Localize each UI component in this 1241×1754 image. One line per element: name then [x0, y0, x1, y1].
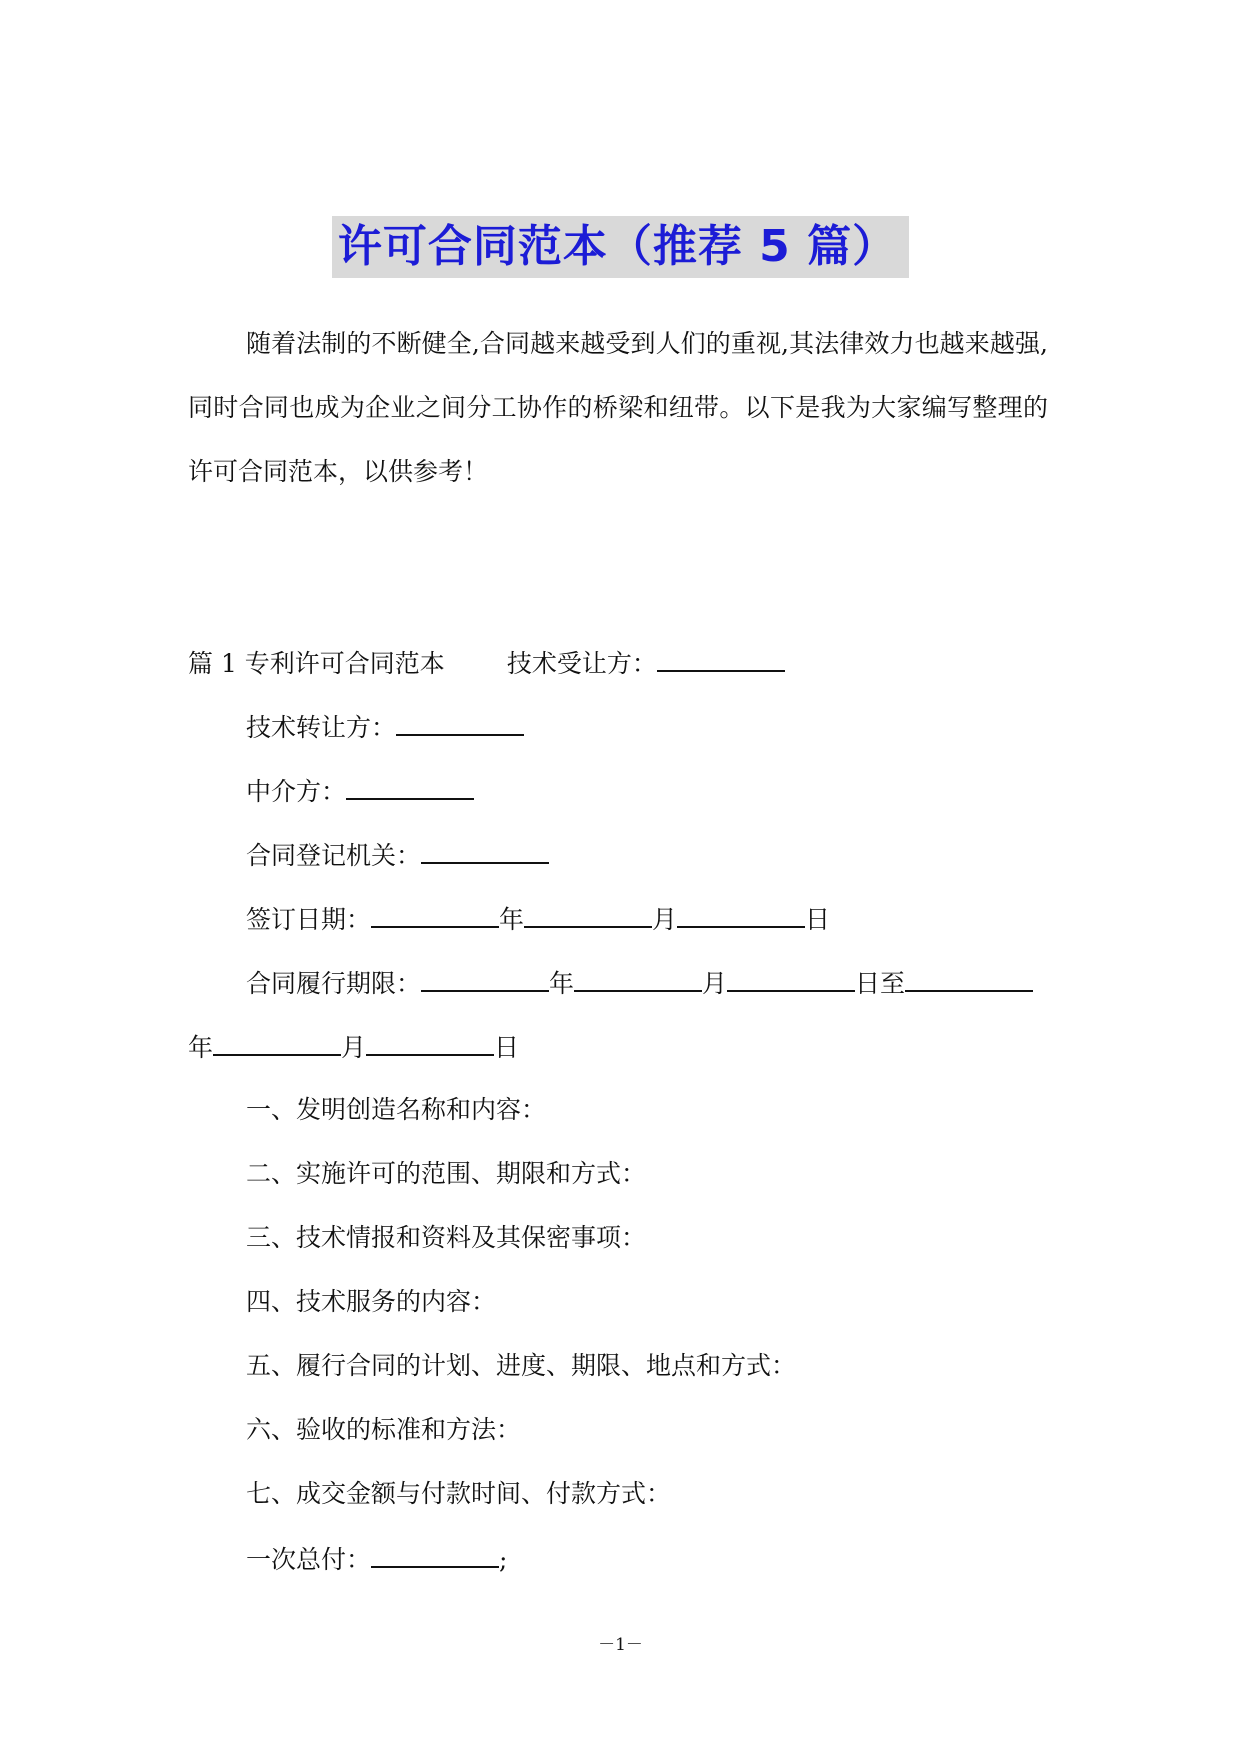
intro-paragraph: 随着法制的不断健全,合同越来越受到人们的重视,其法律效力也越来越强,同时合同也成为企业之间分工协作的桥梁和纽带。以下是我为大家编写整理的许可合同范本，以供参考！	[188, 329, 1048, 486]
intermediary-blank[interactable]	[346, 772, 474, 800]
intermediary-label: 中介方：	[246, 777, 347, 806]
semicolon: ;	[499, 1545, 508, 1574]
page-number: －1－	[598, 1635, 643, 1655]
term-start-year-blank[interactable]	[421, 964, 549, 992]
term-start-month-blank[interactable]	[574, 964, 702, 992]
clause-item: 一、发明创造名称和内容：	[246, 1095, 547, 1124]
year-label: 年	[188, 1033, 214, 1062]
term-line	[246, 964, 1033, 1002]
day-label: 日	[805, 905, 831, 934]
term-end-day-blank[interactable]	[366, 1028, 494, 1056]
transferee-label: 技术受让方：	[506, 649, 657, 678]
transferor-blank[interactable]	[396, 708, 524, 736]
title-container	[0, 216, 1241, 278]
year-label: 年	[549, 969, 575, 998]
day-label: 日	[494, 1033, 520, 1062]
sign-month-blank[interactable]	[524, 900, 652, 928]
registrar-blank[interactable]	[421, 836, 549, 864]
intermediary-line	[246, 772, 474, 810]
month-label: 月	[702, 969, 728, 998]
term-end-year-blank[interactable]	[905, 964, 1033, 992]
section-heading-line	[188, 644, 785, 682]
lump-sum-line	[246, 1540, 507, 1578]
clause-item: 五、履行合同的计划、进度、期限、地点和方式：	[246, 1351, 797, 1380]
transferor-line	[246, 708, 524, 746]
term-start-day-blank[interactable]	[727, 964, 855, 992]
document-title: 许可合同范本（推荐 5 篇）	[332, 216, 909, 278]
month-label: 月	[652, 905, 678, 934]
clause-item: 六、验收的标准和方法：	[246, 1415, 522, 1444]
clause-item: 七、成交金额与付款时间、付款方式：	[246, 1479, 672, 1508]
section-heading: 篇 1 专利许可合同范本	[188, 649, 445, 678]
sign-day-blank[interactable]	[677, 900, 805, 928]
clause-item: 四、技术服务的内容：	[246, 1287, 497, 1316]
term-end-month-blank[interactable]	[213, 1028, 341, 1056]
day-to-label: 日至	[855, 969, 906, 998]
lump-sum-blank[interactable]	[371, 1540, 499, 1568]
transferee-blank[interactable]	[657, 644, 785, 672]
sign-year-blank[interactable]	[371, 900, 499, 928]
sign-date-line	[246, 900, 830, 938]
clause-item: 三、技术情报和资料及其保密事项：	[246, 1223, 647, 1252]
registrar-label: 合同登记机关：	[246, 841, 422, 870]
lump-sum-label: 一次总付：	[246, 1545, 372, 1574]
month-label: 月	[341, 1033, 367, 1062]
sign-date-label: 签订日期：	[246, 905, 372, 934]
term-line-continued	[188, 1028, 519, 1066]
registrar-line	[246, 836, 549, 874]
term-label: 合同履行期限：	[246, 969, 422, 998]
year-label: 年	[499, 905, 525, 934]
transferor-label: 技术转让方：	[246, 713, 397, 742]
clause-item: 二、实施许可的范围、期限和方式：	[246, 1159, 647, 1188]
